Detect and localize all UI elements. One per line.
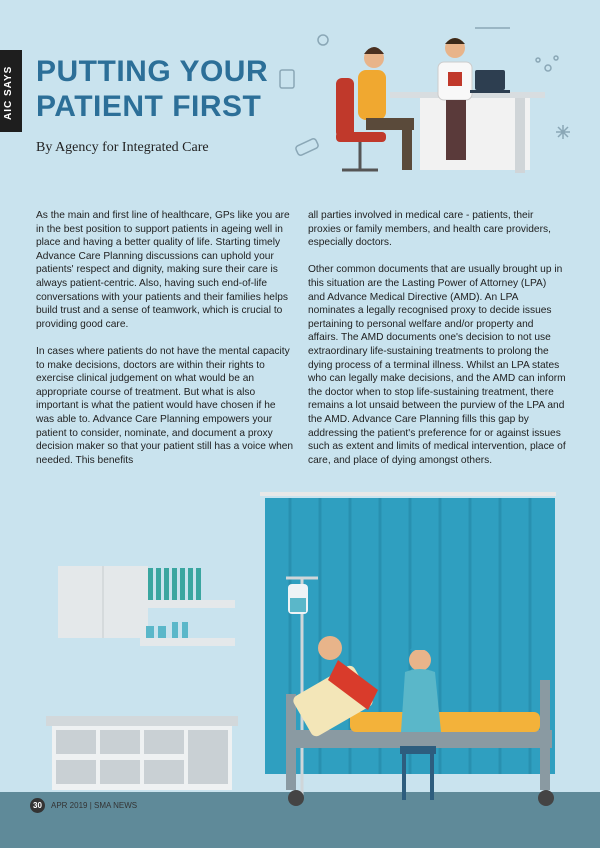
- section-tab: [0, 50, 22, 132]
- paragraph: In cases where patients do not have the mental capacity to make decisions, doctors are within their rights to exercise clinical judgement on what would be an appropriate course of treatment. But what is also important is what the patient would have chosen if he was able to. Advance Care Planning empowers your patient to consider, nominate, and document a proxy decision maker so that your patient still has a voice when needed. This benefits: [36, 345, 294, 466]
- paragraph: As the main and first line of healthcare, GPs like you are in the best position to support patients in ageing well in place and having a better quality of life. Starting timely Advance Care Planning discussions can uphold your patients' respect and dignity, making sure their care is always patient-centric. Also, having such end-of-life conversations with your patients and their families helps build trust and a sense of teamwork, which is crucial to providing good care.: [36, 210, 290, 330]
- column-right: [308, 209, 566, 481]
- column-left: [36, 209, 294, 481]
- hospital-room-illustration: [0, 480, 600, 848]
- paragraph: all parties involved in medical care - patients, their proxies or family members, and health care providers, especially doctors.: [308, 210, 551, 249]
- issue-label: APR 2019 | SMA NEWS: [51, 801, 138, 810]
- title-line-2: PATIENT FIRST: [36, 90, 262, 123]
- title-line-1: PUTTING YOUR: [36, 55, 269, 88]
- paragraph: Other common documents that are usually brought up in this situation are the Lasting Power of Attorney (LPA) and Advance Medical Directive (AMD). An LPA nominates a legally recognised proxy to decide issues pertaining to personal welfare and/or property and affairs. The AMD documents one's decision to not use extraordinary life-sustaining treatments to prolong the dying process of a terminal illness. Whilst an LPA states who can legally make decisions, and the AMD can inform the doctor when to stop life-sustaining treatment, there remains a lot unsaid between the purview of the LPA and the AMD. Advance Care Planning fills this gap by addressing the patient's preference for or against issues such as extent and limits of medical intervention, place of care, and place of dying amongst others.: [308, 264, 566, 466]
- page-footer: [30, 798, 137, 813]
- section-tab-label: AIC SAYS: [3, 65, 14, 120]
- consultation-illustration: [270, 20, 590, 190]
- article-title: [36, 54, 268, 124]
- byline: By Agency for Integrated Care: [36, 140, 209, 155]
- page-number: 30: [30, 798, 45, 813]
